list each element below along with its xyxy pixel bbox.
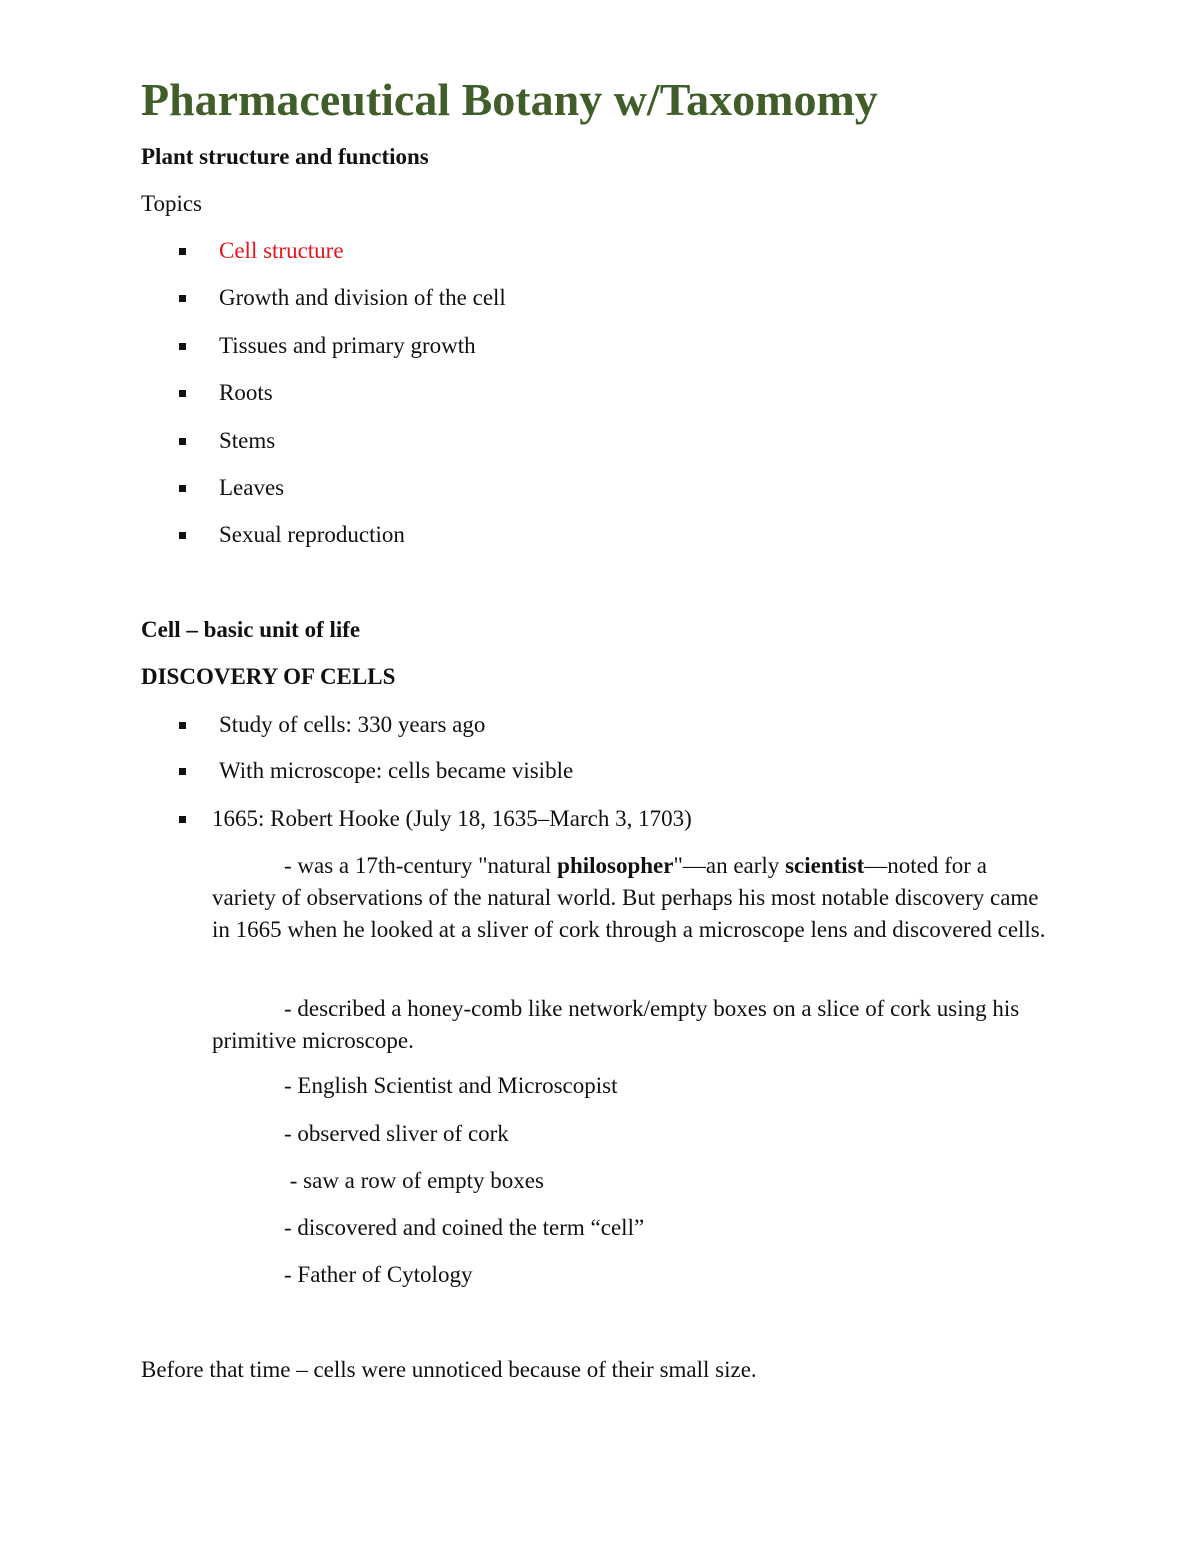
bullet-icon	[179, 343, 186, 350]
paragraph-text: "—an early	[673, 853, 786, 878]
list-item: Tissues and primary growth	[219, 333, 476, 358]
section-subtitle: Plant structure and functions	[141, 144, 429, 169]
hooke-paragraph-2	[212, 993, 1032, 1057]
bullet-icon	[179, 532, 186, 539]
hooke-paragraph-1	[212, 850, 1052, 946]
list-item: Roots	[219, 380, 273, 405]
list-item: Stems	[219, 428, 276, 453]
topics-label: Topics	[141, 191, 202, 216]
paragraph-text: —noted for a variety of observations of the natural world. But perhaps his most notable discovery came in 1665 when he looked at a sliver of cork through a microscope lens and discovered cells.	[212, 853, 1046, 942]
list-item: Cell structure	[219, 238, 344, 263]
bullet-icon	[179, 295, 186, 302]
note-item: - saw a row of empty boxes	[284, 1168, 544, 1193]
document-title: Pharmaceutical Botany w/Taxomomy	[141, 74, 878, 125]
list-item: With microscope: cells became visible	[219, 758, 574, 783]
list-item: Study of cells: 330 years ago	[219, 712, 486, 737]
bold-term-philosopher: philosopher	[557, 853, 674, 878]
paragraph-text: - was a 17th-century "natural	[284, 853, 558, 878]
note-item: - English Scientist and Microscopist	[284, 1073, 618, 1098]
note-item: - discovered and coined the term “cell”	[284, 1215, 645, 1240]
bold-term-scientist: scientist	[785, 853, 865, 878]
discovery-heading: DISCOVERY OF CELLS	[141, 664, 396, 689]
list-item: 1665: Robert Hooke (July 18, 1635–March 3, 1703)	[212, 806, 692, 831]
list-item: Sexual reproduction	[219, 522, 405, 547]
paragraph-text: - described a honey-comb like network/empty boxes on a slice of cork using his primitive microscope.	[212, 996, 1020, 1053]
bullet-icon	[179, 816, 186, 823]
bullet-icon	[179, 390, 186, 397]
list-item: Leaves	[219, 475, 285, 500]
closing-sentence: Before that time – cells were unnoticed because of their small size.	[141, 1357, 757, 1382]
bullet-icon	[179, 768, 186, 775]
bullet-icon	[179, 248, 186, 255]
cell-heading: Cell – basic unit of life	[141, 617, 361, 642]
note-item: - observed sliver of cork	[284, 1121, 509, 1146]
bullet-icon	[179, 438, 186, 445]
bullet-icon	[179, 722, 186, 729]
list-item: Growth and division of the cell	[219, 285, 506, 310]
note-item: - Father of Cytology	[284, 1262, 473, 1287]
bullet-icon	[179, 485, 186, 492]
